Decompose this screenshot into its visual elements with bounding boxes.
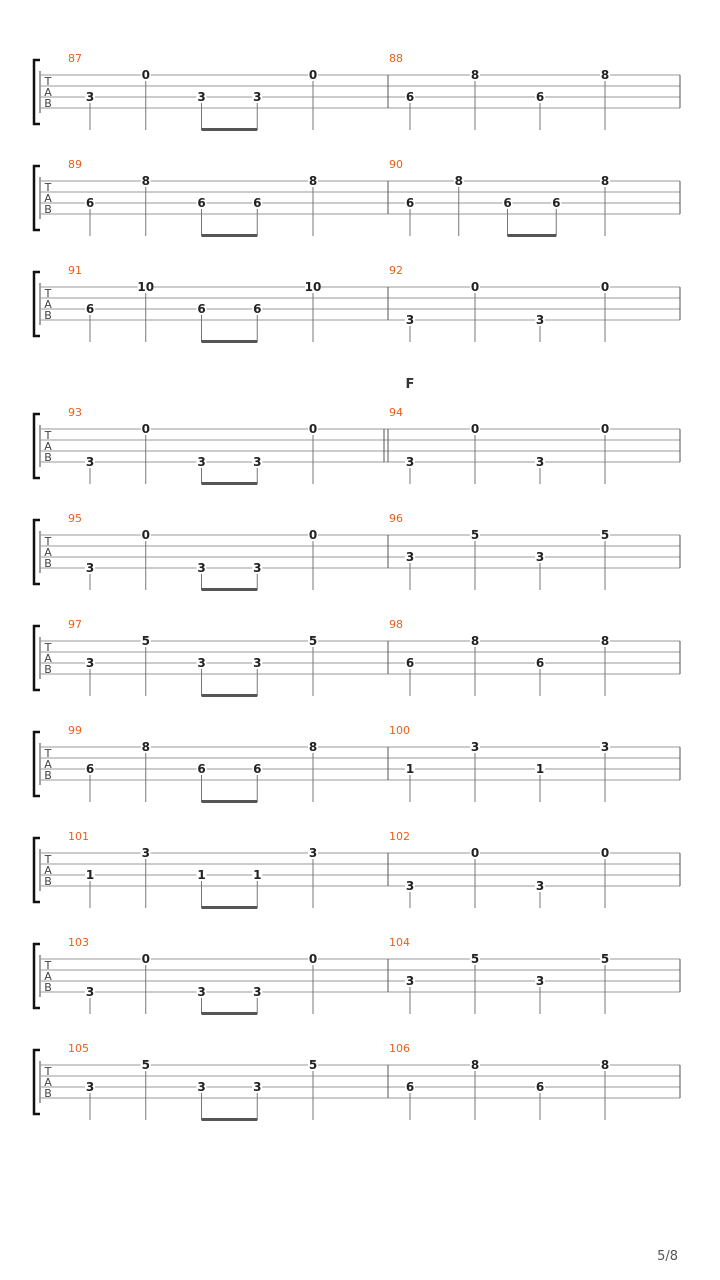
fret-number: 1	[253, 868, 262, 882]
tab-clef-letter: B	[44, 451, 52, 464]
fret-number: 5	[308, 1058, 318, 1072]
fret-number: 3	[600, 740, 610, 754]
system-bracket	[34, 272, 40, 336]
fret-number: 3	[197, 985, 206, 999]
fret-number: 5	[600, 528, 610, 542]
fret-number: 1	[405, 762, 415, 776]
system-bracket	[34, 60, 40, 124]
fret-number: 6	[552, 196, 561, 210]
measure-number: 93	[68, 406, 82, 419]
measure-number: 98	[389, 618, 403, 631]
fret-number: 1	[197, 868, 206, 882]
tab-clef-letter: T	[44, 287, 52, 300]
fret-number: 3	[253, 561, 262, 575]
fret-number: 0	[470, 422, 480, 436]
tab-clef-letter: B	[44, 769, 52, 782]
system-bracket	[34, 414, 40, 478]
tab-clef-letter: T	[44, 429, 52, 442]
measure-number: 91	[68, 264, 82, 277]
measure-number: 100	[389, 724, 410, 737]
fret-number: 3	[197, 90, 206, 104]
tab-clef-letter: A	[44, 546, 52, 559]
tab-clef-letter: A	[44, 1076, 52, 1089]
measure-number: 103	[68, 936, 89, 949]
system-bracket	[34, 520, 40, 584]
fret-number: 6	[405, 656, 415, 670]
measure-number: 87	[68, 52, 82, 65]
note-beam	[202, 482, 258, 485]
fret-number: 8	[141, 174, 150, 188]
measure-number: 106	[389, 1042, 410, 1055]
note-beam	[202, 800, 258, 803]
fret-number: 0	[600, 846, 610, 860]
fret-number: 3	[535, 313, 545, 327]
fret-number: 3	[308, 846, 318, 860]
fret-number: 8	[141, 740, 150, 754]
system-bracket	[34, 626, 40, 690]
fret-number: 6	[535, 90, 545, 104]
fret-number: 8	[600, 68, 610, 82]
fret-number: 3	[535, 879, 545, 893]
fret-number: 3	[85, 656, 95, 670]
fret-number: 8	[454, 174, 463, 188]
fret-number: 3	[405, 455, 415, 469]
measure-number: 94	[389, 406, 403, 419]
tab-clef-letter: T	[44, 959, 52, 972]
fret-number: 0	[308, 952, 318, 966]
fret-number: 0	[308, 528, 318, 542]
fret-number: 0	[600, 280, 610, 294]
fret-number: 0	[308, 422, 318, 436]
fret-number: 6	[197, 196, 206, 210]
fret-number: 3	[470, 740, 480, 754]
measure-number: 101	[68, 830, 89, 843]
fret-number: 3	[197, 561, 206, 575]
measure-number: 88	[389, 52, 403, 65]
measure-number: 95	[68, 512, 82, 525]
tab-clef-letter: B	[44, 875, 52, 888]
page-number: 5/8	[657, 1249, 678, 1264]
fret-number: 6	[405, 1080, 415, 1094]
fret-number: 0	[308, 68, 318, 82]
measure-number: 102	[389, 830, 410, 843]
measure-number: 104	[389, 936, 410, 949]
fret-number: 0	[470, 846, 480, 860]
fret-number: 6	[253, 302, 262, 316]
note-beam	[202, 694, 258, 697]
fret-number: 0	[600, 422, 610, 436]
fret-number: 6	[197, 302, 206, 316]
fret-number: 6	[85, 762, 95, 776]
fret-number: 3	[253, 1080, 262, 1094]
fret-number: 8	[470, 1058, 480, 1072]
fret-number: 8	[308, 174, 318, 188]
fret-number: 0	[470, 280, 480, 294]
fret-number: 3	[405, 879, 415, 893]
system-bracket	[34, 166, 40, 230]
system-bracket	[34, 1050, 40, 1114]
tab-clef-letter: T	[44, 641, 52, 654]
fret-number: 3	[535, 974, 545, 988]
fret-number: 5	[141, 1058, 150, 1072]
fret-number: 5	[470, 952, 480, 966]
tab-clef-letter: B	[44, 309, 52, 322]
fret-number: 3	[197, 656, 206, 670]
fret-number: 6	[85, 302, 95, 316]
fret-number: 3	[405, 313, 415, 327]
tab-clef-letter: T	[44, 853, 52, 866]
tab-clef-letter: T	[44, 1065, 52, 1078]
measure-number: 99	[68, 724, 82, 737]
fret-number: 5	[308, 634, 318, 648]
fret-number: 6	[535, 1080, 545, 1094]
fret-number: 10	[304, 280, 322, 294]
fret-number: 3	[405, 974, 415, 988]
fret-number: 0	[141, 422, 150, 436]
system-bracket	[34, 732, 40, 796]
tab-clef-letter: T	[44, 747, 52, 760]
fret-number: 3	[85, 1080, 95, 1094]
fret-number: 6	[405, 90, 415, 104]
fret-number: 6	[503, 196, 512, 210]
fret-number: 8	[470, 634, 480, 648]
fret-number: 3	[197, 1080, 206, 1094]
fret-number: 8	[308, 740, 318, 754]
system-bracket	[34, 944, 40, 1008]
fret-number: 3	[253, 455, 262, 469]
note-beam	[202, 128, 258, 131]
tab-clef-letter: A	[44, 970, 52, 983]
tab-clef-letter: B	[44, 203, 52, 216]
fret-number: 3	[141, 846, 150, 860]
fret-number: 6	[253, 762, 262, 776]
fret-number: 0	[141, 68, 150, 82]
fret-number: 10	[137, 280, 155, 294]
tab-clef-letter: T	[44, 181, 52, 194]
note-beam	[202, 588, 258, 591]
section-marker-label: F	[405, 377, 415, 392]
tab-clef-letter: A	[44, 758, 52, 771]
fret-number: 3	[253, 985, 262, 999]
note-beam	[202, 906, 258, 909]
note-beam	[202, 234, 258, 237]
tab-clef-letter: B	[44, 1087, 52, 1100]
measure-number: 90	[389, 158, 403, 171]
tab-clef-letter: B	[44, 663, 52, 676]
fret-number: 3	[85, 985, 95, 999]
fret-number: 0	[141, 528, 150, 542]
fret-number: 8	[600, 634, 610, 648]
fret-number: 5	[141, 634, 150, 648]
tab-clef-letter: T	[44, 535, 52, 548]
fret-number: 8	[600, 1058, 610, 1072]
measure-number: 96	[389, 512, 403, 525]
tab-clef-letter: A	[44, 298, 52, 311]
tab-clef-letter: A	[44, 192, 52, 205]
tab-clef-letter: B	[44, 557, 52, 570]
note-beam	[202, 340, 258, 343]
fret-number: 8	[600, 174, 610, 188]
tab-clef-letter: A	[44, 440, 52, 453]
fret-number: 5	[470, 528, 480, 542]
tab-clef-letter: T	[44, 75, 52, 88]
system-bracket	[34, 838, 40, 902]
fret-number: 3	[197, 455, 206, 469]
tab-clef-letter: B	[44, 97, 52, 110]
tab-clef-letter: A	[44, 652, 52, 665]
note-beam	[202, 1118, 258, 1121]
fret-number: 3	[253, 90, 262, 104]
fret-number: 3	[85, 561, 95, 575]
note-beam	[202, 1012, 258, 1015]
fret-number: 6	[405, 196, 415, 210]
measure-number: 105	[68, 1042, 89, 1055]
fret-number: 6	[535, 656, 545, 670]
note-beam	[508, 234, 557, 237]
measure-number: 92	[389, 264, 403, 277]
fret-number: 6	[85, 196, 95, 210]
measure-number: 89	[68, 158, 82, 171]
fret-number: 0	[141, 952, 150, 966]
fret-number: 3	[535, 550, 545, 564]
tab-clef-letter: A	[44, 864, 52, 877]
fret-number: 3	[405, 550, 415, 564]
tab-clef-letter: A	[44, 86, 52, 99]
tab-clef-letter: B	[44, 981, 52, 994]
fret-number: 5	[600, 952, 610, 966]
fret-number: 1	[85, 868, 95, 882]
fret-number: 8	[470, 68, 480, 82]
fret-number: 3	[253, 656, 262, 670]
fret-number: 3	[535, 455, 545, 469]
fret-number: 6	[253, 196, 262, 210]
measure-number: 97	[68, 618, 82, 631]
fret-number: 3	[85, 90, 95, 104]
fret-number: 3	[85, 455, 95, 469]
fret-number: 6	[197, 762, 206, 776]
fret-number: 1	[535, 762, 545, 776]
